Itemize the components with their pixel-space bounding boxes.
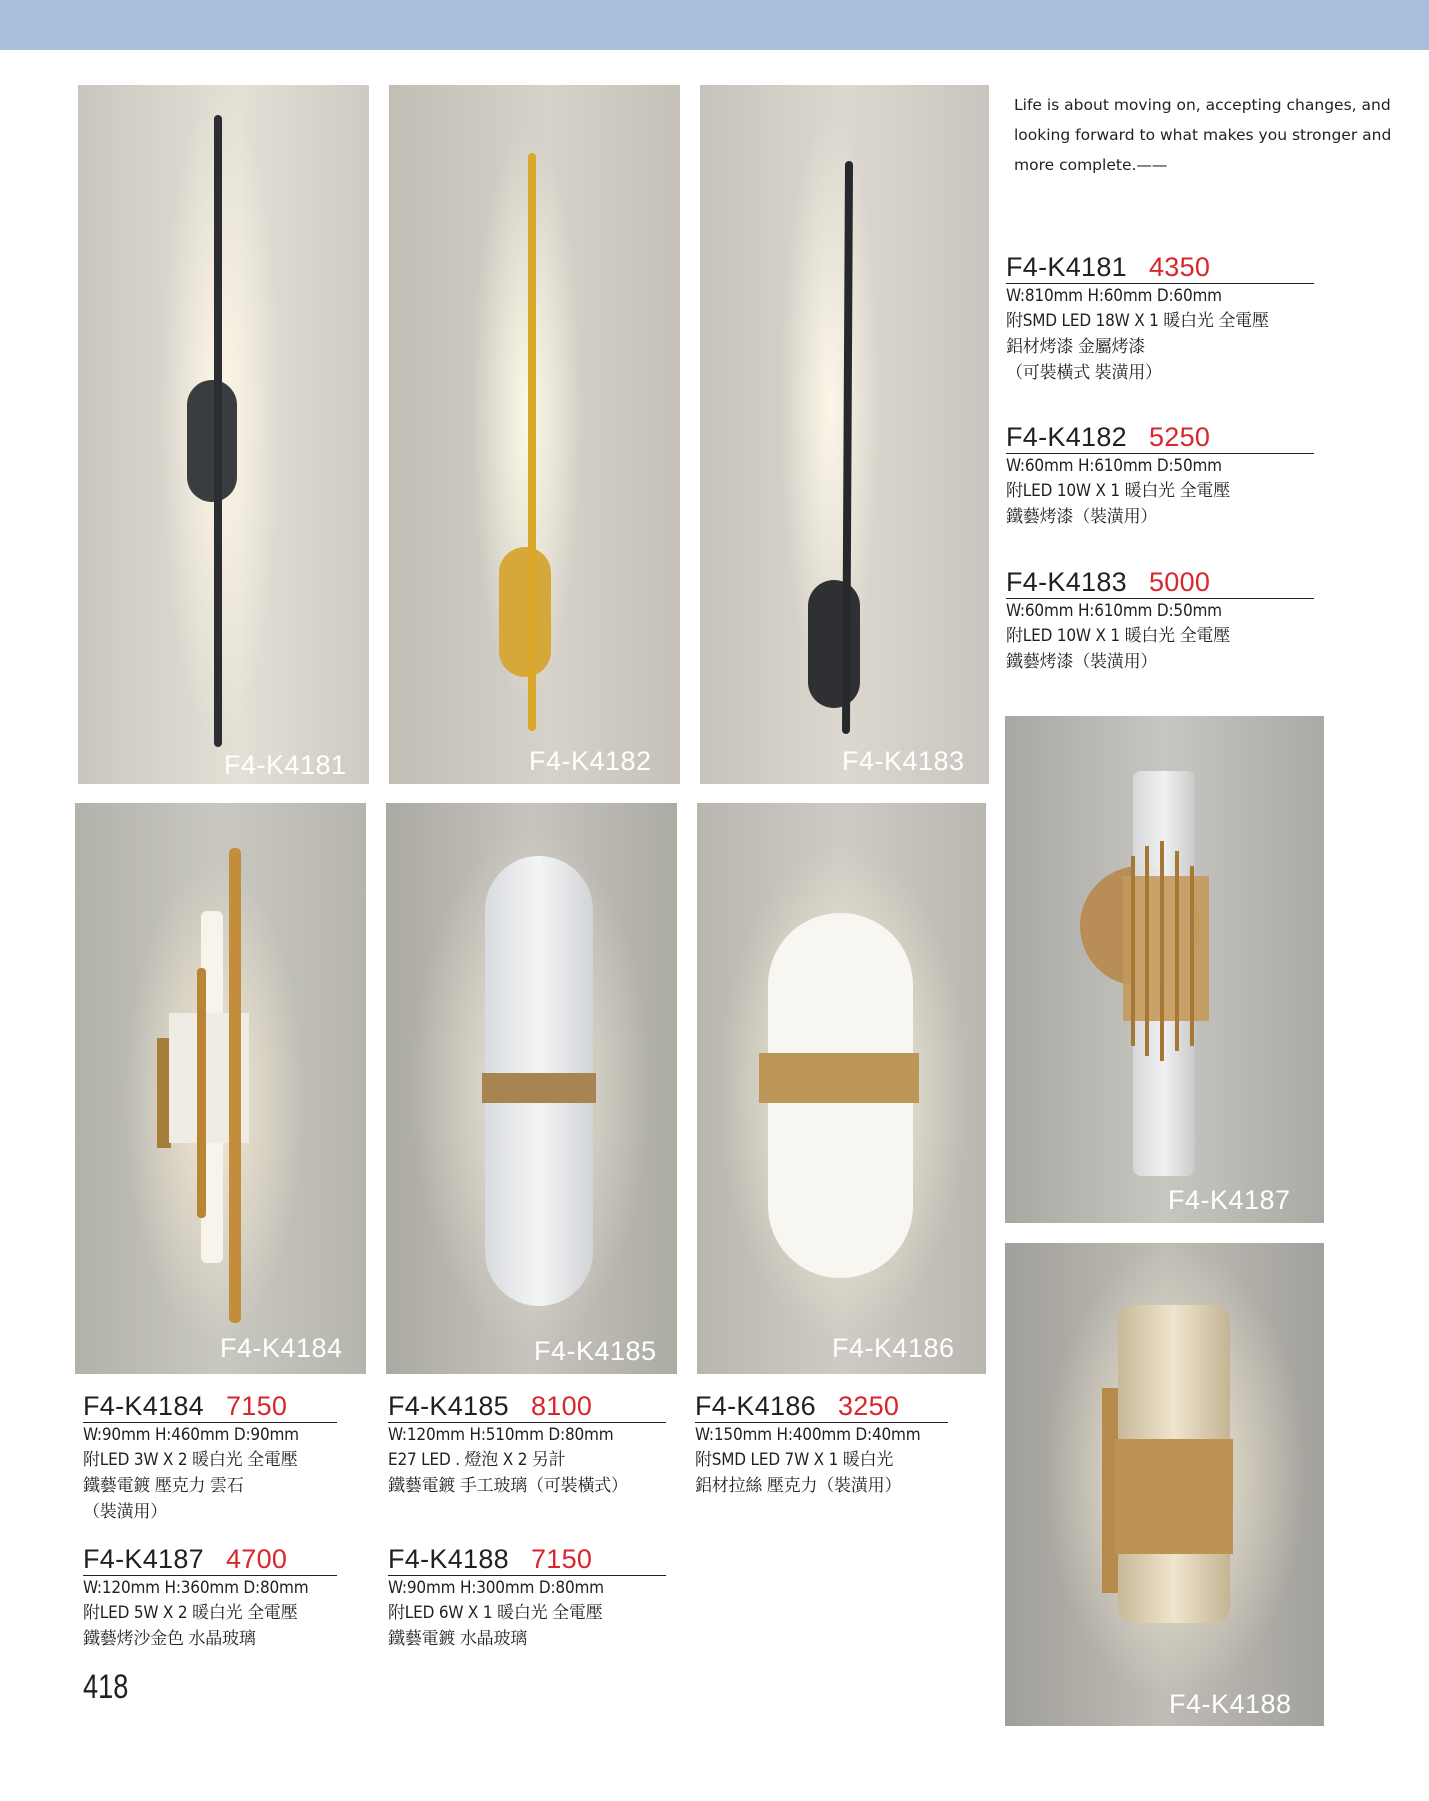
dimensions: W:150mm H:400mm D:40mm [695, 1425, 921, 1445]
spec-line: 鐵藝電鍍 水晶玻璃 [388, 1629, 528, 1649]
price: 4700 [225, 1544, 288, 1574]
page-number: 418 [83, 1668, 129, 1706]
price: 4350 [1148, 252, 1211, 282]
price: 7150 [225, 1391, 288, 1421]
dimensions: W:810mm H:60mm D:60mm [1006, 286, 1222, 306]
product-photo-k4188 [1005, 1243, 1324, 1726]
model-number: F4-K4184 [83, 1391, 204, 1421]
spec-header [695, 1391, 948, 1423]
spec-line: 附LED 3W X 2 暖白光 全電壓 [83, 1450, 298, 1470]
spec-k4181 [1006, 252, 1314, 386]
spec-line: 附SMD LED 7W X 1 暖白光 [695, 1450, 894, 1470]
spec-k4185 [388, 1391, 666, 1499]
model-number: F4-K4182 [1006, 422, 1127, 452]
model-number: F4-K4186 [695, 1391, 816, 1421]
model-number: F4-K4187 [83, 1544, 204, 1574]
model-number: F4-K4183 [1006, 567, 1127, 597]
spec-header [83, 1391, 337, 1423]
spec-line: 鐵藝烤漆（裝潢用） [1006, 507, 1158, 527]
spec-line: （可裝橫式 裝潢用） [1006, 363, 1162, 383]
photo-caption: F4-K4187 [1168, 1185, 1291, 1215]
product-photo-k4181 [78, 85, 369, 784]
spec-line: 附SMD LED 18W X 1 暖白光 全電壓 [1006, 311, 1269, 331]
product-photo-k4183 [700, 85, 989, 784]
spec-line: 附LED 5W X 2 暖白光 全電壓 [83, 1603, 298, 1623]
spec-k4187 [83, 1544, 337, 1652]
wall-lamp-k4184-drawing [75, 803, 366, 1374]
spec-line: 附LED 10W X 1 暖白光 全電壓 [1006, 626, 1231, 646]
photo-caption: F4-K4183 [842, 746, 965, 776]
dimensions: W:60mm H:610mm D:50mm [1006, 456, 1222, 476]
model-number: F4-K4181 [1006, 252, 1127, 282]
spec-line: 附LED 6W X 1 暖白光 全電壓 [388, 1603, 603, 1623]
spec-k4186 [695, 1391, 948, 1499]
price: 5000 [1148, 567, 1211, 597]
spec-header [1006, 422, 1314, 454]
wall-lamp-k4181-drawing [78, 85, 369, 784]
wall-lamp-k4183-drawing [700, 85, 989, 784]
price: 8100 [530, 1391, 593, 1421]
spec-k4182 [1006, 422, 1314, 530]
quote-text: Life is about moving on, accepting changes, and looking forward to what makes you stronger and more complete.—— [1014, 96, 1392, 174]
wall-lamp-k4187-drawing [1005, 716, 1324, 1223]
photo-caption: F4-K4188 [1169, 1689, 1292, 1719]
model-number: F4-K4188 [388, 1544, 509, 1574]
price: 7150 [530, 1544, 593, 1574]
spec-line: 附LED 10W X 1 暖白光 全電壓 [1006, 481, 1231, 501]
spec-line: E27 LED . 燈泡 X 2 另計 [388, 1450, 566, 1470]
price: 3250 [837, 1391, 900, 1421]
spec-line: 鐵藝電鍍 手工玻璃（可裝橫式） [388, 1476, 628, 1496]
model-number: F4-K4185 [388, 1391, 509, 1421]
dimensions: W:90mm H:460mm D:90mm [83, 1425, 299, 1445]
product-photo-k4186 [697, 803, 986, 1374]
spec-header [83, 1544, 337, 1576]
spec-header [1006, 567, 1314, 599]
spec-header [388, 1391, 666, 1423]
spec-line: 鐵藝烤漆（裝潢用） [1006, 652, 1158, 672]
photo-caption: F4-K4182 [529, 746, 652, 776]
price: 5250 [1148, 422, 1211, 452]
spec-line: 鋁材烤漆 金屬烤漆 [1006, 337, 1146, 357]
spec-line: 鐵藝烤沙金色 水晶玻璃 [83, 1629, 256, 1649]
spec-k4184 [83, 1391, 337, 1525]
photo-caption: F4-K4185 [534, 1336, 657, 1366]
photo-caption: F4-K4181 [224, 750, 347, 780]
wall-lamp-k4182-drawing [389, 85, 680, 784]
wall-lamp-k4185-drawing [386, 803, 677, 1374]
dimensions: W:60mm H:610mm D:50mm [1006, 601, 1222, 621]
spec-line: 鋁材拉絲 壓克力（裝潢用） [695, 1476, 902, 1496]
spec-k4188 [388, 1544, 666, 1652]
wall-lamp-k4186-drawing [697, 803, 986, 1374]
wall-lamp-k4188-drawing [1005, 1243, 1324, 1726]
spec-header [388, 1544, 666, 1576]
dimensions: W:120mm H:360mm D:80mm [83, 1578, 309, 1598]
spec-header [1006, 252, 1314, 284]
photo-caption: F4-K4186 [832, 1333, 955, 1363]
product-photo-k4184 [75, 803, 366, 1374]
product-photo-k4187 [1005, 716, 1324, 1223]
product-photo-k4185 [386, 803, 677, 1374]
dimensions: W:90mm H:300mm D:80mm [388, 1578, 604, 1598]
spec-k4183 [1006, 567, 1314, 675]
spec-line: （裝潢用） [83, 1502, 167, 1522]
header-band [0, 0, 1429, 50]
dimensions: W:120mm H:510mm D:80mm [388, 1425, 614, 1445]
spec-line: 鐵藝電鍍 壓克力 雲石 [83, 1476, 244, 1496]
product-photo-k4182 [389, 85, 680, 784]
photo-caption: F4-K4184 [220, 1333, 343, 1363]
